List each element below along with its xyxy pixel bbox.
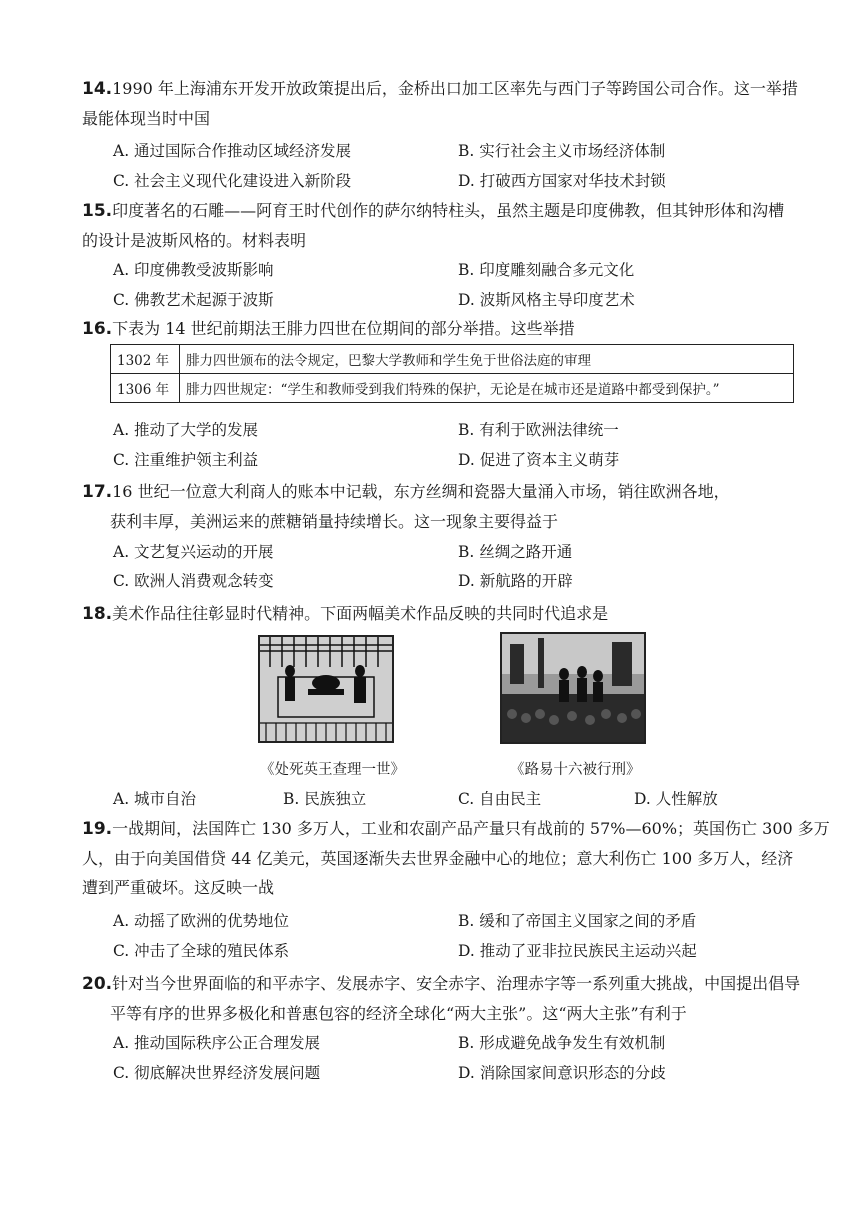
engraving-illustration	[502, 634, 644, 742]
stem-line: 一战期间，法国阵亡 130 多万人，工业和农副产品产量只有战前的 57%—60%；英国伤亡 300 多万	[112, 819, 830, 838]
stem-line: 1990 年上海浦东开发开放政策提出后，金桥出口加工区率先与西门子等跨国公司合作。这一举措	[112, 79, 798, 98]
option-c[interactable]: C. 自由民主	[458, 790, 542, 808]
option-d[interactable]: D. 新航路的开辟	[458, 572, 573, 590]
option-d[interactable]: D. 推动了亚非拉民族民主运动兴起	[458, 942, 697, 960]
option-a[interactable]: A. 城市自治	[113, 790, 197, 808]
option-b[interactable]: B. 有利于欧洲法律统一	[458, 421, 619, 439]
stem-line: 获利丰厚，美洲运来的蔗糖销量持续增长。这一现象主要得益于	[110, 512, 559, 531]
option-b[interactable]: B. 印度雕刻融合多元文化	[458, 261, 635, 279]
stem-line: 美术作品往往彰显时代精神。下面两幅美术作品反映的共同时代追求是	[112, 604, 609, 623]
artwork-execution-charles-i	[258, 635, 394, 743]
option-d[interactable]: D. 消除国家间意识形态的分歧	[458, 1064, 666, 1082]
stem-line: 16 世纪一位意大利商人的账本中记载，东方丝绸和瓷器大量涌入市场，销往欧洲各地，	[112, 482, 730, 501]
stem-line: 平等有序的世界多极化和普惠包容的经济全球化“两大主张”。这“两大主张”有利于	[110, 1004, 687, 1023]
artwork-execution-louis-xvi	[500, 632, 646, 744]
option-b[interactable]: B. 实行社会主义市场经济体制	[458, 142, 666, 160]
option-a[interactable]: A. 文艺复兴运动的开展	[113, 543, 274, 561]
option-b[interactable]: B. 丝绸之路开通	[458, 543, 573, 561]
stem-line: 遭到严重破坏。这反映一战	[82, 878, 275, 897]
question-17-stem	[82, 477, 812, 536]
question-16-stem	[82, 314, 812, 344]
option-d[interactable]: D. 人性解放	[634, 790, 718, 808]
question-number: 20.	[82, 974, 113, 994]
option-a[interactable]: A. 推动了大学的发展	[113, 421, 259, 439]
question-19-stem	[82, 814, 830, 902]
engraving-illustration	[260, 637, 392, 741]
question-number: 16.	[82, 319, 113, 339]
stem-line: 最能体现当时中国	[82, 109, 211, 128]
question-18-stem	[82, 599, 812, 629]
option-c[interactable]: C. 冲击了全球的殖民体系	[113, 942, 290, 960]
option-d[interactable]: D. 波斯风格主导印度艺术	[458, 291, 635, 309]
option-b[interactable]: B. 形成避免战争发生有效机制	[458, 1034, 666, 1052]
option-c[interactable]: C. 彻底解决世界经济发展问题	[113, 1064, 321, 1082]
question-20-stem	[82, 969, 812, 1028]
stem-line: 针对当今世界面临的和平赤字、发展赤字、安全赤字、治理赤字等一系列重大挑战，中国提出倡导	[112, 974, 801, 993]
question-number: 17.	[82, 482, 113, 502]
question-14-stem	[82, 74, 812, 133]
option-a[interactable]: A. 动摇了欧洲的优势地位	[113, 912, 290, 930]
option-b[interactable]: B. 缓和了帝国主义国家之间的矛盾	[458, 912, 697, 930]
table-cell-text: 腓力四世颁布的法令规定，巴黎大学教师和学生免于世俗法庭的审理	[180, 345, 794, 374]
option-b[interactable]: B. 民族独立	[283, 790, 367, 808]
option-a[interactable]: A. 通过国际合作推动区域经济发展	[113, 142, 352, 160]
question-number: 18.	[82, 604, 113, 624]
option-c[interactable]: C. 佛教艺术起源于波斯	[113, 291, 274, 309]
table-cell-text: 腓力四世规定：“学生和教师受到我们特殊的保护，无论是在城市还是道路中都受到保护。”	[180, 374, 794, 403]
table-cell-year: 1306 年	[111, 374, 180, 403]
stem-line: 的设计是波斯风格的。材料表明	[82, 231, 307, 250]
option-d[interactable]: D. 促进了资本主义萌芽	[458, 451, 620, 469]
option-c[interactable]: C. 注重维护领主利益	[113, 451, 259, 469]
question-number: 14.	[82, 79, 113, 99]
table-row	[111, 374, 794, 403]
artwork-caption: 《处死英王查理一世》	[260, 762, 405, 778]
measures-table	[110, 344, 794, 403]
option-a[interactable]: A. 推动国际秩序公正合理发展	[113, 1034, 321, 1052]
stem-line: 人，由于向美国借贷 44 亿美元，英国逐渐失去世界金融中心的地位；意大利伤亡 100 多万人，经济	[82, 849, 794, 868]
option-c[interactable]: C. 社会主义现代化建设进入新阶段	[113, 172, 352, 190]
option-a[interactable]: A. 印度佛教受波斯影响	[113, 261, 274, 279]
artwork-caption: 《路易十六被行刑》	[510, 762, 641, 778]
question-number: 19.	[82, 819, 113, 839]
stem-line: 印度著名的石雕——阿育王时代创作的萨尔纳特柱头，虽然主题是印度佛教，但其钟形体和沟槽	[112, 201, 785, 220]
question-15-stem	[82, 196, 812, 255]
option-c[interactable]: C. 欧洲人消费观念转变	[113, 572, 274, 590]
table-cell-year: 1302 年	[111, 345, 180, 374]
question-number: 15.	[82, 201, 113, 221]
option-d[interactable]: D. 打破西方国家对华技术封锁	[458, 172, 666, 190]
table-row	[111, 345, 794, 374]
stem-line: 下表为 14 世纪前期法王腓力四世在位期间的部分举措。这些举措	[112, 319, 575, 338]
